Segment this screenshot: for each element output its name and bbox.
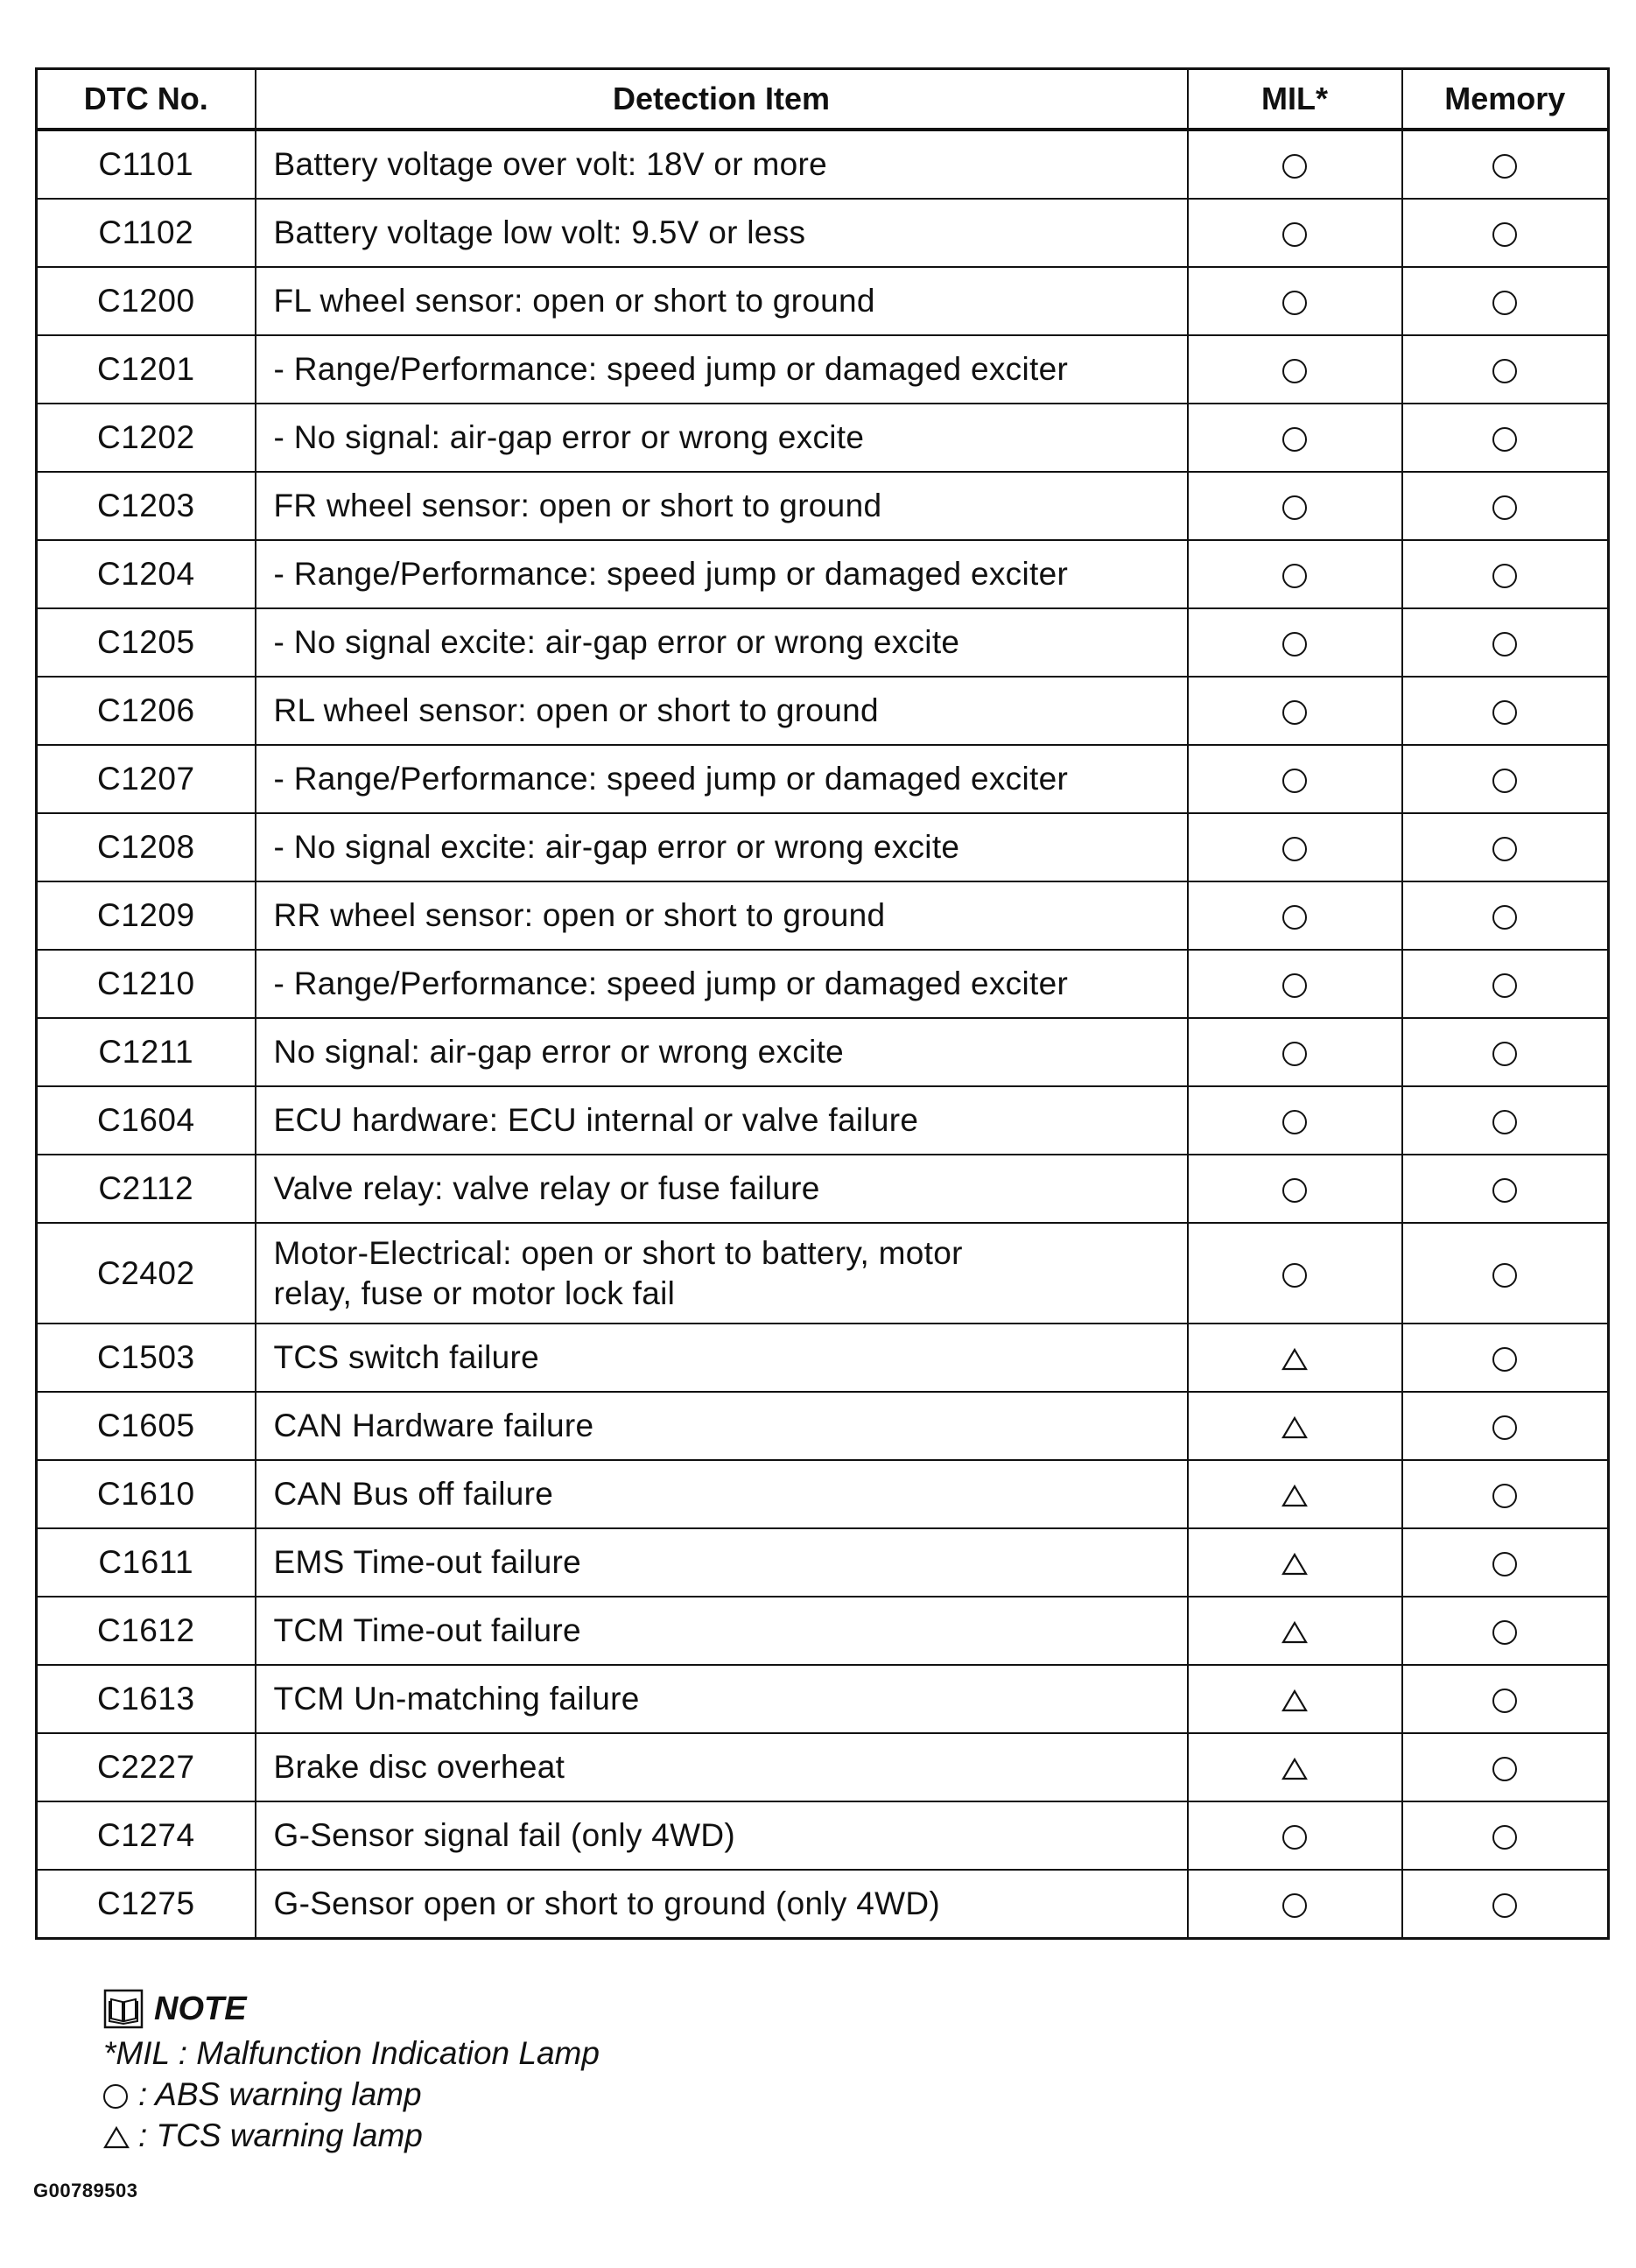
detection-item-line: TCM Time-out failure [273, 1612, 581, 1648]
detection-item [256, 1528, 1188, 1597]
memory-indicator [1402, 1460, 1609, 1528]
circle-icon [1492, 291, 1517, 315]
mil-indicator [1188, 472, 1402, 540]
table-row [37, 813, 1609, 881]
circle-icon [1492, 1825, 1517, 1850]
detection-item-line: - No signal: air-gap error or wrong excite [273, 419, 865, 455]
detection-item [256, 335, 1188, 404]
circle-icon [1492, 1178, 1517, 1203]
circle-icon [1282, 1893, 1307, 1918]
mil-indicator [1188, 1665, 1402, 1733]
memory-indicator [1402, 950, 1609, 1018]
circle-icon [1282, 291, 1307, 315]
memory-indicator [1402, 1597, 1609, 1665]
note-legend-abs [103, 2074, 891, 2115]
table-row [37, 881, 1609, 950]
detection-item [256, 745, 1188, 813]
table-row [37, 1528, 1609, 1597]
circle-icon [1492, 1552, 1517, 1576]
detection-item-line: RL wheel sensor: open or short to ground [273, 692, 879, 728]
detection-item-line: G-Sensor open or short to ground (only 4WD) [273, 1885, 940, 1921]
detection-item-line: Battery voltage over volt: 18V or more [273, 146, 827, 182]
memory-indicator [1402, 404, 1609, 472]
table-row [37, 1801, 1609, 1870]
note-title: NOTE [154, 1990, 247, 2027]
circle-icon [1282, 905, 1307, 930]
circle-icon [1492, 1110, 1517, 1134]
table-row [37, 1665, 1609, 1733]
detection-item [256, 608, 1188, 677]
memory-indicator [1402, 130, 1609, 199]
mil-indicator [1188, 1392, 1402, 1460]
mil-indicator [1188, 1086, 1402, 1155]
memory-indicator [1402, 1801, 1609, 1870]
detection-item [256, 1597, 1188, 1665]
circle-icon [103, 2074, 138, 2115]
circle-icon [1282, 1263, 1307, 1288]
circle-icon [1492, 495, 1517, 520]
detection-item-line: EMS Time-out failure [273, 1544, 581, 1580]
dtc-code: C1604 [37, 1086, 256, 1155]
detection-item [256, 1801, 1188, 1870]
memory-indicator [1402, 608, 1609, 677]
circle-icon [1282, 564, 1307, 588]
table-row [37, 745, 1609, 813]
detection-item [256, 199, 1188, 267]
detection-item [256, 1086, 1188, 1155]
mil-indicator [1188, 267, 1402, 335]
mil-indicator [1188, 1733, 1402, 1801]
table-row [37, 1733, 1609, 1801]
mil-indicator [1188, 540, 1402, 608]
detection-item-line: Motor-Electrical: open or short to battery, motor [273, 1234, 963, 1271]
figure-id: G00789503 [33, 2180, 138, 2201]
dtc-code: C1605 [37, 1392, 256, 1460]
detection-item-line: TCS switch failure [273, 1339, 540, 1375]
triangle-icon [1281, 1612, 1308, 1648]
table-row [37, 1597, 1609, 1665]
circle-icon [1282, 632, 1307, 657]
detection-item [256, 404, 1188, 472]
dtc-code: C1202 [37, 404, 256, 472]
circle-icon [1492, 1415, 1517, 1440]
circle-icon [1492, 769, 1517, 793]
mil-indicator [1188, 1018, 1402, 1086]
table-row [37, 130, 1609, 199]
detection-item-line: Valve relay: valve relay or fuse failure [273, 1170, 820, 1206]
dtc-code: C1613 [37, 1665, 256, 1733]
circle-icon [1282, 1042, 1307, 1066]
memory-indicator [1402, 677, 1609, 745]
header-row [37, 69, 1609, 130]
dtc-code: C1102 [37, 199, 256, 267]
dtc-code: C1203 [37, 472, 256, 540]
triangle-icon [1281, 1749, 1308, 1785]
header-detection-item: Detection Item [256, 69, 1188, 130]
memory-indicator [1402, 1870, 1609, 1939]
mil-indicator [1188, 199, 1402, 267]
dtc-code: C1274 [37, 1801, 256, 1870]
triangle-icon [1281, 1681, 1308, 1717]
memory-indicator [1402, 1324, 1609, 1392]
detection-item [256, 267, 1188, 335]
memory-indicator [1402, 1733, 1609, 1801]
mil-indicator [1188, 1801, 1402, 1870]
table-row [37, 950, 1609, 1018]
detection-item-line: CAN Hardware failure [273, 1408, 594, 1443]
memory-indicator [1402, 199, 1609, 267]
circle-icon [1492, 973, 1517, 998]
table-row [37, 677, 1609, 745]
circle-icon [1492, 1347, 1517, 1372]
circle-icon [1282, 222, 1307, 247]
memory-indicator [1402, 267, 1609, 335]
mil-indicator [1188, 1223, 1402, 1324]
dtc-code: C1211 [37, 1018, 256, 1086]
detection-item [256, 1733, 1188, 1801]
dtc-code: C1201 [37, 335, 256, 404]
circle-icon [1492, 1484, 1517, 1508]
dtc-code: C1275 [37, 1870, 256, 1939]
memory-indicator [1402, 472, 1609, 540]
triangle-icon [103, 2115, 138, 2156]
detection-item [256, 540, 1188, 608]
note-legend-tcs [103, 2115, 891, 2156]
circle-icon [1282, 700, 1307, 725]
memory-indicator [1402, 1018, 1609, 1086]
detection-item [256, 881, 1188, 950]
dtc-code: C1204 [37, 540, 256, 608]
mil-indicator [1188, 1460, 1402, 1528]
table-row [37, 608, 1609, 677]
circle-icon [1282, 427, 1307, 452]
circle-icon [1492, 700, 1517, 725]
dtc-code: C1207 [37, 745, 256, 813]
triangle-icon [1281, 1339, 1308, 1375]
mil-indicator [1188, 608, 1402, 677]
circle-icon [1492, 837, 1517, 861]
detection-item-line: FL wheel sensor: open or short to ground [273, 283, 875, 319]
circle-icon [1282, 154, 1307, 179]
dtc-code: C2402 [37, 1223, 256, 1324]
dtc-code: C1200 [37, 267, 256, 335]
dtc-code: C1612 [37, 1597, 256, 1665]
note-mil-definition: *MIL : Malfunction Indication Lamp [103, 2035, 600, 2071]
table-row [37, 335, 1609, 404]
detection-item [256, 1155, 1188, 1223]
circle-icon [1492, 222, 1517, 247]
mil-indicator [1188, 404, 1402, 472]
detection-item-line: CAN Bus off failure [273, 1476, 554, 1512]
mil-indicator [1188, 335, 1402, 404]
mil-indicator [1188, 1155, 1402, 1223]
detection-item [256, 1460, 1188, 1528]
circle-icon [1492, 564, 1517, 588]
detection-item [256, 677, 1188, 745]
detection-item-line: RR wheel sensor: open or short to ground [273, 897, 886, 933]
memory-indicator [1402, 745, 1609, 813]
detection-item-line: - No signal excite: air-gap error or wrong excite [273, 624, 960, 660]
mil-indicator [1188, 1324, 1402, 1392]
memory-indicator [1402, 1528, 1609, 1597]
detection-item-line: No signal: air-gap error or wrong excite [273, 1034, 845, 1070]
circle-icon [1492, 359, 1517, 383]
circle-icon [1492, 1042, 1517, 1066]
circle-icon [1492, 1620, 1517, 1645]
legend-tcs-text: : TCS warning lamp [138, 2117, 423, 2153]
table-row [37, 267, 1609, 335]
memory-indicator [1402, 335, 1609, 404]
memory-indicator [1402, 1392, 1609, 1460]
triangle-icon [1281, 1476, 1308, 1512]
detection-item-line: G-Sensor signal fail (only 4WD) [273, 1817, 735, 1853]
detection-item [256, 1392, 1188, 1460]
header-dtc-no: DTC No. [37, 69, 256, 130]
dtc-code: C1611 [37, 1528, 256, 1597]
circle-icon [1282, 769, 1307, 793]
dtc-code: C2112 [37, 1155, 256, 1223]
table-row [37, 1324, 1609, 1392]
memory-indicator [1402, 1155, 1609, 1223]
dtc-code: C1503 [37, 1324, 256, 1392]
note-section [103, 1985, 891, 2156]
table-row [37, 1870, 1609, 1939]
triangle-icon [1281, 1544, 1308, 1580]
dtc-code: C1101 [37, 130, 256, 199]
detection-item [256, 813, 1188, 881]
circle-icon [1492, 1689, 1517, 1713]
header-memory: Memory [1402, 69, 1609, 130]
mil-indicator [1188, 1528, 1402, 1597]
detection-item-line: Battery voltage low volt: 9.5V or less [273, 214, 806, 250]
circle-icon [1492, 1893, 1517, 1918]
memory-indicator [1402, 1223, 1609, 1324]
detection-item-line: - No signal excite: air-gap error or wrong excite [273, 829, 960, 865]
mil-indicator [1188, 1597, 1402, 1665]
mil-indicator [1188, 745, 1402, 813]
circle-icon [1282, 359, 1307, 383]
dtc-code: C1208 [37, 813, 256, 881]
memory-indicator [1402, 540, 1609, 608]
circle-icon [1492, 632, 1517, 657]
detection-item-line: - Range/Performance: speed jump or damaged exciter [273, 761, 1069, 797]
circle-icon [1282, 1825, 1307, 1850]
dtc-code: C1206 [37, 677, 256, 745]
table-row [37, 1155, 1609, 1223]
detection-item-line: - Range/Performance: speed jump or damaged exciter [273, 351, 1069, 387]
note-header [103, 1985, 891, 2033]
circle-icon [1282, 1178, 1307, 1203]
table-row [37, 1018, 1609, 1086]
legend-abs-text: : ABS warning lamp [138, 2076, 422, 2112]
table-row [37, 540, 1609, 608]
table-row [37, 1392, 1609, 1460]
dtc-code: C1209 [37, 881, 256, 950]
detection-item-line: - Range/Performance: speed jump or damaged exciter [273, 556, 1069, 592]
detection-item [256, 1665, 1188, 1733]
table-body [37, 130, 1609, 1939]
detection-item [256, 1223, 1188, 1324]
detection-item-line: ECU hardware: ECU internal or valve failure [273, 1102, 919, 1138]
circle-icon [1282, 1110, 1307, 1134]
detection-item [256, 1324, 1188, 1392]
dtc-code: C2227 [37, 1733, 256, 1801]
dtc-code: C1205 [37, 608, 256, 677]
detection-item-line: FR wheel sensor: open or short to ground [273, 488, 882, 523]
dtc-table [35, 67, 1610, 1940]
memory-indicator [1402, 813, 1609, 881]
table-row [37, 1223, 1609, 1324]
memory-indicator [1402, 881, 1609, 950]
mil-indicator [1188, 881, 1402, 950]
mil-indicator [1188, 677, 1402, 745]
circle-icon [1282, 837, 1307, 861]
detection-item [256, 950, 1188, 1018]
detection-item-line: TCM Un-matching failure [273, 1681, 640, 1717]
book-icon [103, 1989, 144, 2029]
dtc-code: C1210 [37, 950, 256, 1018]
table-row [37, 199, 1609, 267]
table-row [37, 1460, 1609, 1528]
table-row [37, 404, 1609, 472]
detection-item [256, 472, 1188, 540]
circle-icon [1492, 1263, 1517, 1288]
header-mil: MIL* [1188, 69, 1402, 130]
detection-item-line: - Range/Performance: speed jump or damaged exciter [273, 965, 1069, 1001]
circle-icon [1492, 427, 1517, 452]
mil-indicator [1188, 130, 1402, 199]
triangle-icon [1281, 1408, 1308, 1443]
circle-icon [1282, 495, 1307, 520]
mil-indicator [1188, 950, 1402, 1018]
circle-icon [1492, 905, 1517, 930]
detection-item [256, 130, 1188, 199]
memory-indicator [1402, 1665, 1609, 1733]
detection-item [256, 1870, 1188, 1939]
mil-indicator [1188, 1870, 1402, 1939]
detection-item-line: Brake disc overheat [273, 1749, 565, 1785]
memory-indicator [1402, 1086, 1609, 1155]
table-row [37, 1086, 1609, 1155]
detection-item [256, 1018, 1188, 1086]
circle-icon [1282, 973, 1307, 998]
circle-icon [1492, 1757, 1517, 1781]
detection-item-line: relay, fuse or motor lock fail [273, 1274, 676, 1311]
circle-icon [1492, 154, 1517, 179]
mil-indicator [1188, 813, 1402, 881]
table-row [37, 472, 1609, 540]
dtc-code: C1610 [37, 1460, 256, 1528]
